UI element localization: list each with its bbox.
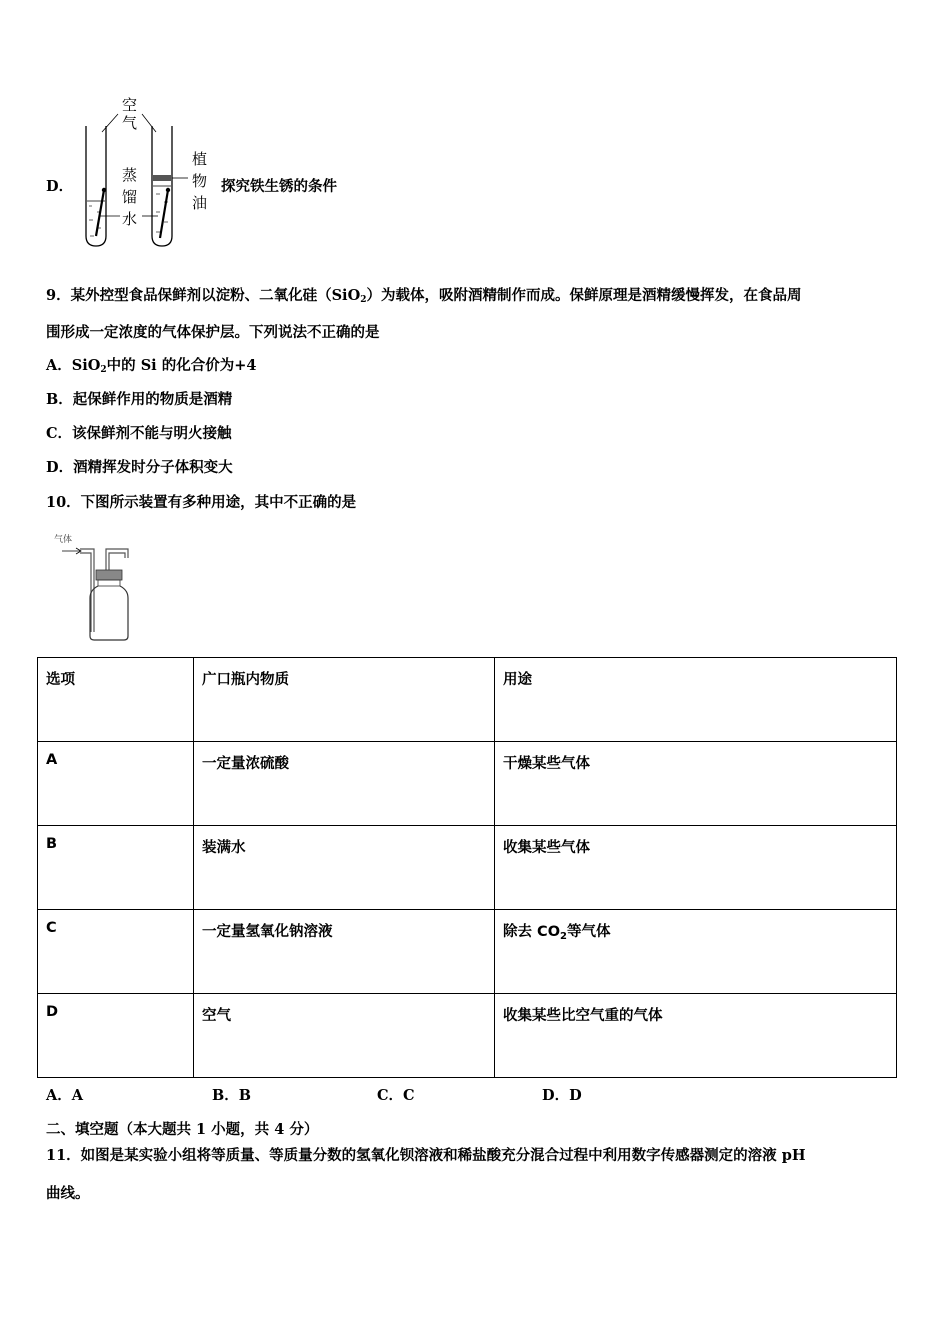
- table-row: [38, 742, 897, 826]
- gas-label: 气体: [54, 535, 73, 545]
- q9-option-a: A．SiO$_2$中的 Si 的化合价为+4: [46, 357, 257, 375]
- row-use: 收集某些比空气重的气体: [495, 994, 897, 1078]
- table-row: [38, 994, 897, 1078]
- table-row: [38, 910, 897, 994]
- gas-bottle-figure: [50, 532, 140, 644]
- water-label-char3: 水: [122, 210, 138, 228]
- water-label-char1: 蒸: [122, 166, 138, 184]
- section2-title: 二、填空题（本大题共 1 小题，共 4 分）: [46, 1121, 319, 1138]
- row-use: 干燥某些气体: [495, 742, 897, 826]
- row-substance: 空气: [194, 994, 495, 1078]
- table-row: [38, 826, 897, 910]
- header-option: 选项: [38, 658, 194, 742]
- q9-stem-line2: 围形成一定浓度的气体保护层。下列说法不正确的是: [46, 324, 380, 341]
- q11-stem-line1: 11．如图是某实验小组将等质量、等质量分数的氢氧化钡溶液和稀盐酸充分混合过程中利用数字传感器测定的溶液 pH: [46, 1147, 806, 1164]
- row-substance: 一定量浓硫酸: [194, 742, 495, 826]
- q10-choice-d: D．D: [542, 1087, 582, 1104]
- row-substance: 一定量氢氧化钠溶液: [194, 910, 495, 994]
- oil-label-char2: 物: [192, 172, 208, 190]
- q11-stem-line2: 曲线。: [46, 1185, 90, 1202]
- rust-experiment-figure: [80, 96, 220, 254]
- table-header-row: [38, 658, 897, 742]
- row-option: B: [38, 826, 194, 910]
- air-label-char2: 气: [122, 114, 138, 132]
- air-label-char1: 空: [122, 96, 138, 114]
- row-option: A: [38, 742, 194, 826]
- oil-label-char1: 植: [192, 150, 208, 168]
- row-substance: 装满水: [194, 826, 495, 910]
- q10-choice-b: B．B: [212, 1087, 252, 1104]
- q10-choice-c: C．C: [377, 1087, 415, 1104]
- row-option: D: [38, 994, 194, 1078]
- row-option: C: [38, 910, 194, 994]
- q10-choice-a: A．A: [46, 1087, 84, 1104]
- row-use: 除去 $CO_2$等气体: [495, 910, 897, 994]
- q10-options-table: [37, 657, 897, 1078]
- q8-option-d-label: D．: [46, 178, 74, 195]
- q10-stem: 10．下图所示装置有多种用途，其中不正确的是: [46, 494, 357, 511]
- q9-option-b: B．起保鲜作用的物质是酒精: [46, 391, 233, 408]
- water-label-char2: 馏: [122, 188, 138, 206]
- header-use: 用途: [495, 658, 897, 742]
- q8-option-d-text: 探究铁生锈的条件: [221, 178, 337, 195]
- oil-label-char3: 油: [192, 194, 208, 212]
- q9-option-d: D．酒精挥发时分子体积变大: [46, 459, 233, 476]
- q9-option-c: C．该保鲜剂不能与明火接触: [46, 425, 232, 442]
- row-use: 收集某些气体: [495, 826, 897, 910]
- q9-stem-line1: 9．某外控型食品保鲜剂以淀粉、二氧化硅（SiO$_2$）为载体，吸附酒精制作而成。保鲜原理是酒精缓慢挥发，在食品周: [46, 287, 802, 305]
- header-substance: 广口瓶内物质: [194, 658, 495, 742]
